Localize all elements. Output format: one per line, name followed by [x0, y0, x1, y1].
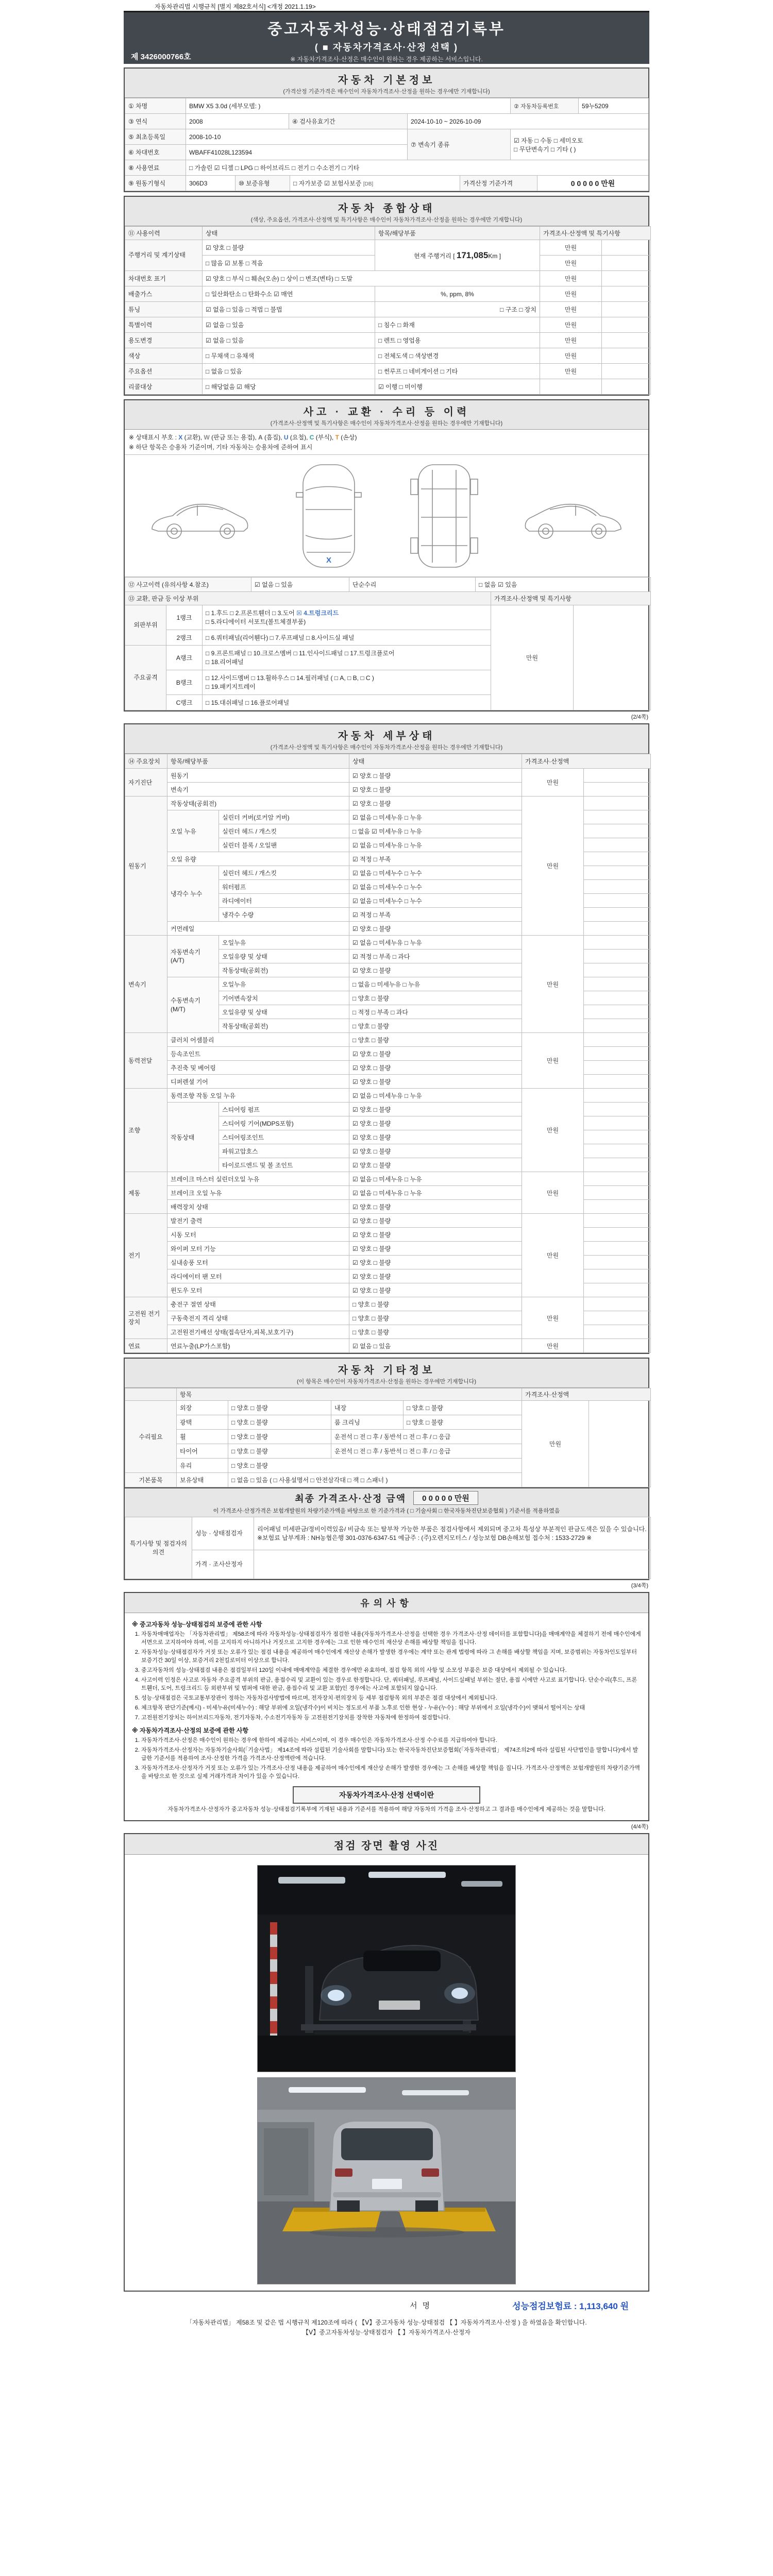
- detail-item: 실린더 헤드 / 개스킷: [219, 866, 349, 880]
- etc-title: 자동차 기타정보: [338, 1365, 435, 1376]
- page-marker-4: (4/4쪽): [631, 1824, 648, 1831]
- vin-label: ⑥ 차대번호: [125, 145, 186, 160]
- notice-item: 1. 자동차매매업자는 「자동차관리법」 제58조에 따라 자동차성능·상태점검자가 점검한 내용(자동차가격조사·산정을 선택한 경우 가격조사·산정 데이터를 포함합니다)을 매매계약을 체결하기 전에 매수인에게 서면으로 고지하여야 하며, 이를 고지하지 아니하거나 거짓으로 고지한 경우에는 그로 인한 매수인의 재산상 손해를 배상할 책임을 집니다.: [141, 1631, 641, 1647]
- overall-title: 자동차 종합상태: [338, 203, 435, 214]
- detail-state[interactable]: ☑ 없음 □ 미세누수 □ 누수: [349, 866, 522, 880]
- recall-state[interactable]: □ 해당없음 ☑ 해당: [203, 379, 375, 395]
- detail-item: 변속기: [167, 783, 349, 796]
- detail-item: 스티어링 기어(MDPS포함): [219, 1116, 349, 1130]
- appraiser-comment: [254, 1550, 651, 1579]
- rankC-label: C랭크: [166, 695, 203, 710]
- emission-values: %, ppm, 8%: [375, 286, 540, 302]
- final-price-value: 0 0 0 0 0 만원: [413, 1491, 478, 1505]
- usage-change-item[interactable]: □ 렌트 □ 영업용: [375, 333, 540, 348]
- document-note: ※ 자동차가격조사·산정은 매수인이 원하는 경우 제공하는 서비스입니다.: [290, 56, 483, 63]
- detail-state[interactable]: ☑ 없음 □ 미세누유 □ 누유: [349, 810, 522, 824]
- section-notice: [124, 1592, 649, 1821]
- car-side-right-diagram: [522, 485, 627, 547]
- document-number: 제 3426000766호: [131, 53, 191, 61]
- inspection-photo-rear: [257, 2077, 516, 2284]
- warranty-tag: [DB]: [363, 181, 374, 187]
- detail-item: 스티어링 펌프: [219, 1103, 349, 1116]
- detail-item: 고전원전기배선 상태(접속단자,피복,보호기구): [167, 1325, 349, 1339]
- simple-repair-label: 단순수리: [349, 578, 476, 592]
- outer-panel-label: 외판부위: [125, 605, 166, 646]
- detail-state[interactable]: ☑ 양호 □ 불량: [349, 1047, 522, 1061]
- engine-type-label: ⑨ 원동기형식: [125, 176, 186, 191]
- detail-state[interactable]: ☑ 적정 □ 부족: [349, 908, 522, 922]
- etc-subtitle: (이 항목은 매수인이 자동차가격조사·산정을 원하는 경우에만 기재합니다): [296, 1379, 477, 1385]
- sub-oil-leak: 오일 누유: [167, 810, 219, 852]
- detail-state[interactable]: □ 양호 □ 불량: [349, 1311, 522, 1325]
- detail-item: 동력조향 작동 오일 누유: [167, 1089, 349, 1103]
- detail-col-item: 항목/해당부품: [167, 754, 349, 769]
- detail-col-device: ⑭ 주요장치: [125, 754, 167, 769]
- appraiser-label: 가격 · 조사산정자: [192, 1550, 254, 1579]
- exterior-state[interactable]: □ 양호 □ 불량: [228, 1401, 331, 1415]
- detail-item: 오일유량 및 상태: [219, 950, 349, 963]
- detail-state[interactable]: ☑ 양호 □ 불량: [349, 922, 522, 936]
- page-marker-2: (2/4쪽): [631, 714, 648, 720]
- detail-state[interactable]: ☑ 없음 □ 미세누수 □ 누수: [349, 894, 522, 908]
- tuning-label: 튜닝: [125, 302, 203, 317]
- notice-item: 6. 체크항목 판단기준(예시) - 미세누유(미세누수) : 해당 부위에 오일(냉각수)이 비치는 정도로서 부품 노후로 인한 현상 - 누유(누수) : 해당 부위에서 오일(냉각수)이 맺혀서 떨어지는 상태: [141, 1704, 641, 1713]
- detail-state[interactable]: ☑ 양호 □ 불량: [349, 1144, 522, 1158]
- code-u: U: [283, 434, 289, 441]
- exterior-label: 외장: [177, 1401, 228, 1415]
- detail-state[interactable]: □ 양호 □ 불량: [349, 1297, 522, 1311]
- remarks-table: [125, 1517, 651, 1579]
- special-history-label: 특별이력: [125, 317, 203, 333]
- overall-state-table: ⑪ 사용이력 상태 항목/해당부품 가격조사·산정액 및 특기사항 주행거리 및 계기상태 ☑ 양호 □ 불량 현재 주행거리 [ 171,085Km ] 만원 □ 많음 ☑ 보통 □ 적음 만원 차대번호 표기 ☑ 양호 □ 부식 □ 훼손(오손) □ 상이 □ 변조(변타) □ 도말 만원 배출가스 □ 일산화탄소 □ 탄화수소 ☑ 매연 %, ppm, 8% 만원 튜닝 ☑ 없음 □ 있음 □ 적법 □ 불법 □ 구조 □ 장치 만원 특별이력 ☑ 없음 □ 있음 □ 침수 □ 화재 만원 용도변경 ☑ 없음 □ 있음 □ 렌트 □ 영업용 만원 색상 □ 무채색 □ 유채색 □ 전체도색 □ 색상변경 만원 주요옵션 □ 없음 □ 있음 □ 썬루프 □ 네비게이션 □ 기타 만원 리콜대상 □ 해당없음 ☑ 해당 ☑ 이행 □ 미이행: [125, 226, 651, 395]
- detail-state[interactable]: ☑ 양호 □ 불량: [349, 1228, 522, 1242]
- notice-item: 3. 자동차가격조사·산정자가 거짓 또는 오류가 있는 가격조사·산정 내용을 제공하여 매수인에게 재산상 손해가 발생한 경우에는 그 손해를 배상할 책임을 집니다. 가격조사·산정액은 보험개발원의 차량기준가액을 바탕으로 한 것으로 실제 거래가격과 차이가 있을 수 있습니다.: [141, 1765, 641, 1781]
- mileage-state-1[interactable]: ☑ 양호 □ 불량: [203, 240, 375, 256]
- detail-item: 라디에이터: [219, 894, 349, 908]
- vin-mark-label: 차대번호 표기: [125, 271, 203, 286]
- transmission-line1[interactable]: ☑ 자동 □ 수동 □ 세미오토: [514, 137, 583, 144]
- detail-col-state: 상태: [349, 754, 522, 769]
- detail-state[interactable]: ☑ 양호 □ 불량: [349, 1256, 522, 1269]
- detail-state[interactable]: ☑ 적정 □ 부족 □ 과다: [349, 950, 522, 963]
- rank1-marked-item: ☒ 4.트렁크리드: [296, 609, 339, 617]
- emission-label: 배출가스: [125, 286, 203, 302]
- detail-state[interactable]: ☑ 양호 □ 불량: [349, 1200, 522, 1214]
- sub-mt: 수동변속기 (M/T): [167, 977, 219, 1033]
- accident-title: 사고 · 교환 · 수리 등 이력: [303, 406, 470, 418]
- detail-state[interactable]: ☑ 없음 □ 있음: [349, 1339, 522, 1353]
- wheel-label: 휠: [177, 1430, 228, 1444]
- transmission-label: ⑦ 변속기 종류: [408, 129, 511, 160]
- price-appraisal-box-text: 자동차가격조사·산정자가 중고자동차 성능·상태점검기록부에 기재된 내용과 기준서를 적용하여 해당 자동차의 가격을 조사·산정하고 그 결과를 매수인에게 제공하는 것을 말합니다.: [167, 1806, 606, 1813]
- detail-item: 라디에이터 팬 모터: [167, 1269, 349, 1283]
- overall-col-price: 가격조사·산정액 및 특기사항: [540, 227, 651, 240]
- mileage-item: 현재 주행거리 [ 171,085Km ]: [375, 240, 540, 271]
- notice-body: [125, 1613, 648, 1820]
- detail-state[interactable]: ☑ 양호 □ 불량: [349, 963, 522, 977]
- warranty-label: ⑩ 보증유형: [236, 176, 290, 191]
- glass-state[interactable]: □ 양호 □ 불량: [228, 1459, 522, 1473]
- document-title: 중고자동차성능·상태점검기록부: [267, 21, 506, 38]
- detail-state[interactable]: ☑ 양호 □ 불량: [349, 796, 522, 810]
- detail-item: 추진축 및 베어링: [167, 1061, 349, 1075]
- exchange-price-col: 가격조사·산정액 및 특기사항: [491, 592, 651, 605]
- tuning-item[interactable]: □ 구조 □ 장치: [375, 302, 540, 317]
- group-fuel: 연료: [125, 1339, 167, 1353]
- car-underbody-diagram: [406, 461, 483, 571]
- detail-state[interactable]: ☑ 양호 □ 불량: [349, 1130, 522, 1144]
- interior-label: 내장: [331, 1401, 404, 1415]
- detail-state[interactable]: □ 없음 □ 미세누유 □ 누유: [349, 977, 522, 991]
- group-steering: 조향: [125, 1089, 167, 1172]
- inspection-label: ④ 검사유효기간: [289, 114, 408, 129]
- section-photos: [124, 1833, 649, 2292]
- detail-subtitle: (가격조사·산정액 및 특기사항은 매수인이 자동차가격조사·산정을 원하는 경우에만 기재합니다): [270, 744, 503, 751]
- detail-state[interactable]: ☑ 양호 □ 불량: [349, 783, 522, 796]
- hold-label: 보유상태: [177, 1473, 228, 1487]
- group-brake: 제동: [125, 1172, 167, 1214]
- detail-state[interactable]: □ 양호 □ 불량: [349, 1325, 522, 1339]
- warranty-options[interactable]: □ 자가보증 ☑ 보험사보증 [DB]: [290, 176, 460, 191]
- detail-item: 작동상태(공회전): [219, 963, 349, 977]
- photos-title: 점검 장면 촬영 사진: [333, 1840, 440, 1852]
- sub-coolant-leak: 냉각수 누수: [167, 866, 219, 922]
- sub-operation: 작동상태: [167, 1103, 219, 1172]
- wheel-state[interactable]: □ 양호 □ 불량: [228, 1430, 331, 1444]
- form-reference: 자동차관리법 시행규칙 [별지 제82호서식] <개정 2021.1.19>: [155, 3, 316, 10]
- detail-state[interactable]: ☑ 없음 □ 미세누유 □ 누유: [349, 1186, 522, 1200]
- rankB-items[interactable]: □ 12.사이드멤버 □ 13.휠하우스 □ 14.필러패널 ( □ A, □ B, □ C ) □ 19.패키지트레이: [203, 670, 491, 695]
- detail-item: 충전구 절연 상태: [167, 1297, 349, 1311]
- notice-item: 4. 사고이력 인정은 사고로 자동차 주요골격 부위의 판금, 용접수리 및 교환이 있는 경우로 한정합니다. 단, 쿼터패널, 루프패널, 사이드실패널 부위는 절단, 용접 시에만 사고로 표기합니다. 단순수리(후드, 프론트휀더, 도어, 트렁크리드 등 외판부위 및 범퍼에 대한 판금, 용접수리 및 교환 포함)인 경우에는 사고에 포함되지 않습니다.: [141, 1676, 641, 1693]
- base-price-label: 가격산정 기준가격: [460, 176, 537, 191]
- page-marker-3: (3/4쪽): [631, 1583, 648, 1589]
- fuel-label: ⑧ 사용연료: [125, 160, 186, 176]
- inspector-label: 성능 · 상태점검자: [192, 1517, 254, 1550]
- rankC-items[interactable]: □ 15.대쉬패널 □ 16.플로어패널: [203, 695, 491, 710]
- detail-item: 실린더 커버(로커암 커버): [219, 810, 349, 824]
- basic-title: 자동차 기본정보: [338, 75, 435, 86]
- polish-label: 광택: [177, 1415, 228, 1430]
- detail-state[interactable]: ☑ 없음 □ 미세누유 □ 누유: [349, 936, 522, 950]
- detail-item: 발전기 출력: [167, 1214, 349, 1228]
- detail-state[interactable]: □ 양호 □ 불량: [349, 1033, 522, 1047]
- mileage-label: 주행거리 및 계기상태: [125, 240, 203, 271]
- notice-s2-heading: ※ 자동차가격조사·산정의 보증에 관한 사항: [132, 1726, 249, 1734]
- accident-history-label: ⑫ 사고이력 (유의사항 4.참조): [125, 578, 251, 592]
- special-history-state[interactable]: ☑ 없음 □ 있음: [203, 317, 375, 333]
- first-reg-label: ⑤ 최초등록일: [125, 129, 186, 145]
- document-subtitle: ( ■ 자동차가격조사·산정 선택 ): [314, 42, 459, 53]
- overall-col-use: ⑪ 사용이력: [125, 227, 203, 240]
- code-w: W: [204, 434, 210, 441]
- tire-label: 타이어: [177, 1444, 228, 1459]
- accident-subtitle: (가격조사·산정액 및 특기사항은 매수인이 자동차가격조사·산정을 원하는 경우에만 기재합니다): [270, 420, 503, 427]
- footer-line-2: 【Ⅴ】중고자동차성능·상태점검자 【 】자동차가격조사·산정자: [303, 2329, 470, 2336]
- transmission-options[interactable]: [511, 129, 649, 160]
- notice-item: 2. 자동차가격조사·산정자는 자동차기술사회(「기술사법」 제14조에 따라 설립된 기술사회를 말합니다) 또는 한국자동차진단보증협회(「자동차관리법」 제74조의2에 따라 설립된 사단법인을 말합니다)에서 발급한 기준서를 적용하여 조사·산정한 가격을 가격조사·산정액란에 적습니다.: [141, 1747, 641, 1763]
- usage-change-state[interactable]: ☑ 없음 □ 있음: [203, 333, 375, 348]
- detail-state[interactable]: ☑ 없음 □ 미세누수 □ 누수: [349, 880, 522, 894]
- section-basic-info: [124, 67, 649, 192]
- tire-state[interactable]: □ 양호 □ 불량: [228, 1444, 331, 1459]
- detail-state[interactable]: ☑ 양호 □ 불량: [349, 1214, 522, 1228]
- detail-item: 와이퍼 모터 기능: [167, 1242, 349, 1256]
- overall-col-state: 상태: [203, 227, 375, 240]
- detail-col-price: 가격조사·산정액: [522, 754, 651, 769]
- notice-s2-list: [141, 1737, 641, 1781]
- main-option-label: 주요옵션: [125, 364, 203, 379]
- simple-repair-state[interactable]: □ 없음 ☑ 있음: [476, 578, 651, 592]
- notice-s1-heading: ※ 중고자동차 성능·상태점검의 보증에 관한 사항: [132, 1621, 262, 1628]
- final-price-label: 최종 가격조사·산정 금액: [295, 1493, 407, 1504]
- detail-state[interactable]: ☑ 양호 □ 불량: [349, 1269, 522, 1283]
- detail-item: 원동기: [167, 769, 349, 783]
- code-t: T: [335, 434, 339, 441]
- vin-value: WBAFF41028L123594: [186, 145, 408, 160]
- basic-info-table-row6: [125, 175, 649, 191]
- color-state[interactable]: □ 무채색 □ 유채색: [203, 348, 375, 364]
- detail-state[interactable]: ☑ 양호 □ 불량: [349, 1283, 522, 1297]
- detail-item: 브레이크 마스터 실린더오일 누유: [167, 1172, 349, 1186]
- sub-at: 자동변속기 (A/T): [167, 936, 219, 977]
- color-item[interactable]: □ 전체도색 □ 색상변경: [375, 348, 540, 364]
- detail-state[interactable]: ☑ 양호 □ 불량: [349, 1103, 522, 1116]
- car-side-left-diagram: [146, 485, 251, 547]
- special-history-item[interactable]: □ 침수 □ 화재: [375, 317, 540, 333]
- document-page: [124, 0, 649, 2337]
- overall-col-item: 항목/해당부품: [375, 227, 540, 240]
- detail-item: 시동 모터: [167, 1228, 349, 1242]
- detail-item: 오일 유량: [167, 852, 349, 866]
- usage-change-label: 용도변경: [125, 333, 203, 348]
- detail-item: 클러치 어셈블리: [167, 1033, 349, 1047]
- year-label: ③ 연식: [125, 114, 186, 129]
- notice-item: 2. 자동차성능·상태점검자가 거짓 또는 오류가 있는 점검 내용을 제공하여 매수인에게 재산상 손해가 발생한 경우에는 계약 또는 관계 법령에 따라 그 손해를 배상할 책임을 지며, 보증범위는 자동차인도일부터 보증기간 30일 이상, 보증거리 2천킬로미터 이상으로 합니다.: [141, 1649, 641, 1665]
- detail-state[interactable]: ☑ 양호 □ 불량: [349, 1158, 522, 1172]
- mileage-state-2[interactable]: □ 많음 ☑ 보통 □ 적음: [203, 256, 375, 271]
- detail-item: 작동상태(공회전): [219, 1019, 349, 1033]
- rank2-label: 2랭크: [166, 630, 203, 646]
- detail-state[interactable]: ☑ 양호 □ 불량: [349, 1075, 522, 1089]
- notice-title: 유의사항: [125, 1593, 648, 1613]
- detail-item: 오일누유: [219, 936, 349, 950]
- glass-label: 유리: [177, 1459, 228, 1473]
- footer-line-1: 「자동차관리법」 제58조 및 같은 법 시행규칙 제120조에 따라 ( 【Ⅴ】중고자동차 성능·상태점검 【 】자동차가격조사·산정 ) 을 하였음을 확인합니다.: [186, 2319, 587, 2327]
- reg-no-label: ② 자동차등록번호: [511, 98, 579, 114]
- car-name-value: BMW X5 3.0d (세부모델: ): [186, 98, 511, 114]
- group-transmission: 변속기: [125, 936, 167, 1033]
- exchange-rank-table: ⑬ 교환, 판금 등 이상 부위 가격조사·산정액 및 특기사항 외판부위 1랭크 □ 1.후드 □ 2.프론트휀더 □ 3.도어 ☒ 4.트렁크리드 □ 5.라디에이터 서포트(볼트체결부품) 만원 2랭크 □ 6.쿼터패널(리어휀다) □ 7.루프패널 □ 8.사이드실 패널 주요골격 A랭크 □ 9.프론트패널 □ 10.크로스멤버 □ 11.인사이드패널 □ 17.트렁크플로어 □ 18.리어패널 B랭크 □ 12.사이드멤버 □ 13.휠하우스 □ 14.필러패널 ( □ A, □ B, □ C ) □ 19.패키지트레이 C랭크 □ 15.대쉬패널 □ 16.플로어패널: [125, 591, 651, 710]
- etc-col-price: 가격조사·산정액: [522, 1388, 651, 1401]
- wheel-detail[interactable]: 운전석 □ 전 □ 후 / 동반석 □ 전 □ 후 / □ 응급: [331, 1430, 522, 1444]
- car-top-diagram: [290, 461, 367, 571]
- detail-item: 워터펌프: [219, 880, 349, 894]
- basic-subtitle: (가격산정 기준가격은 매수인이 자동차가격조사·산정을 원하는 경우에만 기재합니다): [283, 89, 490, 95]
- detail-item: 등속조인트: [167, 1047, 349, 1061]
- detail-item: 구동축전지 격리 상태: [167, 1311, 349, 1325]
- performance-insurance-fee: 성능점검보험료 : 1,113,640 원: [512, 2301, 629, 2312]
- inspection-photo-front: [257, 1865, 516, 2072]
- overall-subtitle: (색상, 주요옵션, 가격조사·산정액 및 특기사항은 매수인이 자동차가격조사·산정을 원하는 경우에만 기재합니다): [250, 217, 523, 223]
- detail-state[interactable]: ☑ 적정 □ 부족: [349, 852, 522, 866]
- section-overall-state: [124, 196, 649, 396]
- detail-state[interactable]: □ 없음 ☑ 미세누유 □ 누유: [349, 824, 522, 838]
- hold-state[interactable]: □ 없음 □ 있음 ( □ 사용설명서 □ 안전삼각대 □ 잭 □ 스패너 ): [228, 1473, 522, 1487]
- year-value: 2008: [186, 114, 289, 129]
- color-label: 색상: [125, 348, 203, 364]
- detail-item: 실린더 헤드 / 개스킷: [219, 824, 349, 838]
- rank2-items[interactable]: □ 6.쿼터패널(리어휀다) □ 7.루프패널 □ 8.사이드실 패널: [203, 630, 491, 646]
- rank1-label: 1랭크: [166, 605, 203, 630]
- notice-item: 1. 자동차가격조사·산정은 매수인이 원하는 경우에 한하여 제공하는 서비스이며, 이 경우 매수인은 자동차가격조사·산정 수수료를 지급하여야 합니다.: [141, 1737, 641, 1745]
- etc-info-table: 항목 가격조사·산정액 수리필요 외장 □ 양호 □ 불량 내장 □ 양호 □ 불량 만원 광택 □ 양호 □ 불량 룸 크리닝 □ 양호 □ 불량 휠 □ 양호 □ 불량 운전석 □ 전 □ 후 / 동반석 □ 전 □ 후 / □ 응급 타이어 □ 양호 □ 불량 운전석 □ 전 □ 후 / 동반석 □ 전 □ 후 / □ 응급 유리 □ 양호 □ 불량 기본품목 보유상태 □ 없음 □ 있음 ( □ 사용설명서 □ 안전삼각대 □ 잭 □ 스패너 ): [125, 1388, 651, 1487]
- main-option-state[interactable]: □ 없음 □ 있음: [203, 364, 375, 379]
- vin-mark-state[interactable]: ☑ 양호 □ 부식 □ 훼손(오손) □ 상이 □ 변조(변타) □ 도말: [203, 271, 540, 286]
- car-name-label: ① 차명: [125, 98, 186, 114]
- detail-state[interactable]: ☑ 양호 □ 불량: [349, 769, 522, 783]
- inspection-value: 2024-10-10 ~ 2026-10-09: [408, 114, 649, 129]
- detail-state[interactable]: ☑ 없음 □ 미세누유 □ 누유: [349, 838, 522, 852]
- fuel-options[interactable]: □ 가솔린 ☑ 디젤 □ LPG □ 하이브리드 □ 전기 □ 수소전기 □ 기타: [186, 160, 649, 176]
- detail-item: 작동상태(공회전): [167, 796, 349, 810]
- detail-state[interactable]: □ 양호 □ 불량: [349, 1019, 522, 1033]
- detail-item: 오일누유: [219, 977, 349, 991]
- footer-statement: [124, 2318, 649, 2337]
- exchange-label: ⑬ 교환, 판금 등 이상 부위: [125, 592, 491, 605]
- signature-label: 서명: [410, 2301, 435, 2311]
- detail-state[interactable]: ☑ 양호 □ 불량: [349, 1061, 522, 1075]
- detail-item: 실내송풍 모터: [167, 1256, 349, 1269]
- base-price-value: 0 0 0 0 0 만원: [537, 176, 649, 191]
- polish-state[interactable]: □ 양호 □ 불량: [228, 1415, 331, 1430]
- car-damage-diagrams: [125, 455, 648, 577]
- trunk-x-mark: X: [326, 555, 331, 565]
- detail-state[interactable]: □ 양호 □ 불량: [349, 991, 522, 1005]
- detail-item: 실린더 블록 / 오일팬: [219, 838, 349, 852]
- document-header: [124, 11, 649, 64]
- detail-item: 기어변속장치: [219, 991, 349, 1005]
- recall-label: 리콜대상: [125, 379, 203, 395]
- tire-detail[interactable]: 운전석 □ 전 □ 후 / 동반석 □ 전 □ 후 / □ 응급: [331, 1444, 522, 1459]
- main-option-item[interactable]: □ 썬루프 □ 네비게이션 □ 기타: [375, 364, 540, 379]
- section-detail-state: [124, 723, 649, 1354]
- detail-item: 타이로드엔드 및 볼 조인트: [219, 1158, 349, 1172]
- detail-item: 스티어링조인트: [219, 1130, 349, 1144]
- legend-note: ※ 하단 항목은 승용차 기준이며, 기타 자동차는 승용차에 준하여 표시: [129, 444, 313, 451]
- transmission-line2[interactable]: □ 무단변속기 □ 기타 ( ): [514, 145, 576, 153]
- section-etc-info: [124, 1358, 649, 1580]
- detail-item: 오일유량 및 상태: [219, 1005, 349, 1019]
- detail-item: 냉각수 수량: [219, 908, 349, 922]
- final-price-note: 이 가격조사·산정가격은 보험개발원의 차량기준가액을 바탕으로 한 기준가격과 ( □ 기술사회 □ 한국자동차진단보증협회 ) 기준서를 적용하였음: [213, 1508, 560, 1514]
- emission-state[interactable]: □ 일산화탄소 □ 탄화수소 ☑ 매연: [203, 286, 375, 302]
- state-code-legend: ※ 상태표시 부호 : X (교환), W (판금 또는 용접), A (흠집), U (요철), C (부식), T (손상) ※ 하단 항목은 승용차 기준이며, 기타 자동차는 승용차에 준하여 표시: [125, 430, 648, 455]
- signature-row: [124, 2292, 649, 2314]
- basic-items-label: 기본품목: [125, 1473, 177, 1487]
- accident-history-row: [125, 577, 651, 592]
- tuning-state[interactable]: ☑ 없음 □ 있음 □ 적법 □ 불법: [203, 302, 375, 317]
- main-frame-label: 주요골격: [125, 646, 166, 710]
- rankA-label: A랭크: [166, 646, 203, 670]
- detail-state[interactable]: □ 적정 □ 부족 □ 과다: [349, 1005, 522, 1019]
- detail-item: 브레이크 오일 누유: [167, 1186, 349, 1200]
- code-a: A: [258, 434, 263, 441]
- interior-state[interactable]: □ 양호 □ 불량: [404, 1401, 522, 1415]
- group-powertrain: 동력전달: [125, 1033, 167, 1089]
- room-cleaning-state[interactable]: □ 양호 □ 불량: [404, 1415, 522, 1430]
- room-cleaning-label: 룸 크리닝: [331, 1415, 404, 1430]
- detail-state[interactable]: ☑ 양호 □ 불량: [349, 1116, 522, 1130]
- etc-col-item: 항목: [177, 1388, 522, 1401]
- rankB-label: B랭크: [166, 670, 203, 695]
- remarks-label: 특기사항 및 점검자의 의견: [125, 1517, 192, 1579]
- notice-s1-list: [141, 1631, 641, 1722]
- repair-needed-label: 수리필요: [125, 1401, 177, 1473]
- detail-state[interactable]: ☑ 없음 □ 미세누유 □ 누유: [349, 1172, 522, 1186]
- basic-info-table: [125, 98, 649, 176]
- detail-item: 커먼레일: [167, 922, 349, 936]
- group-engine: 원동기: [125, 796, 167, 936]
- notice-item: 7. 고전원전기장치는 하이브리드자동차, 전기자동차, 수소전기자동차 등 고전원전기장치를 장착한 자동차에 한정하여 점검합니다.: [141, 1714, 641, 1722]
- rank1-items[interactable]: □ 1.후드 □ 2.프론트휀더 □ 3.도어 ☒ 4.트렁크리드 □ 5.라디에이터 서포트(볼트체결부품): [203, 605, 491, 630]
- detail-title: 자동차 세부상태: [338, 731, 435, 742]
- engine-type-value: 306D3: [186, 176, 236, 191]
- reg-no-value: 59누5209: [579, 98, 649, 114]
- detail-item: 파워고압호스: [219, 1144, 349, 1158]
- code-c: C: [309, 434, 314, 441]
- group-high-voltage: 고전원 전기장치: [125, 1297, 167, 1339]
- rankA-items[interactable]: □ 9.프론트패널 □ 10.크로스멤버 □ 11.인사이드패널 □ 17.트렁크플로어 □ 18.리어패널: [203, 646, 491, 670]
- final-price-band: [125, 1487, 648, 1517]
- accident-history-state[interactable]: ☑ 없음 □ 있음: [251, 578, 349, 592]
- first-reg-value: 2008-10-10: [186, 129, 408, 145]
- detail-item: 윈도우 모터: [167, 1283, 349, 1297]
- group-self-diagnosis: 자기진단: [125, 769, 167, 796]
- detail-state[interactable]: ☑ 양호 □ 불량: [349, 1242, 522, 1256]
- detail-item: 배력장치 상태: [167, 1200, 349, 1214]
- section-accident-history: [124, 399, 649, 711]
- inspector-comment: 리어패널 미세판금/정비이력있음/ 비금속 또는 탈부착 가능한 부품은 점검사항에서 제외되며 중고차 특성상 부분적인 판금도색은 있을 수 있습니다. ※보험료 납부계좌 : NH농협은행 301-0376-6347-51 예금주 : (주)오렌지모터스 / 성능보험 DB손해보험 접수처 : 1533-2729 ※: [254, 1517, 651, 1550]
- detail-state[interactable]: ☑ 없음 □ 미세누유 □ 누유: [349, 1089, 522, 1103]
- detail-state-table: ⑭ 주요장치 항목/해당부품 상태 가격조사·산정액 자기진단 원동기 ☑ 양호 □ 불량 만원 변속기 ☑ 양호 □ 불량 원동기 작동상태(공회전) ☑ 양호 □ 불량 만원 오일 누유 실린더 커버(로커암 커버) ☑ 없음 □ 미세누유 □ 누유 실린더 헤드 / 개스킷 □ 없음 ☑ 미세누유 □ 누유 실린더 블록 / 오일팬 ☑ 없음 □ 미세누유 □ 누유 오일 유량 ☑ 적정 □ 부족 냉각수 누수 실린더 헤드 / 개스킷 ☑ 없음 □ 미세누수 □ 누수 워터펌프 ☑ 없음 □ 미세누수 □ 누수 라디에이터 ☑ 없음 □ 미세누수 □ 누수 냉각수 수량 ☑ 적정 □ 부족 커먼레일 ☑ 양호 □ 불량 변속기 자동변속기 (A/T) 오일누유 ☑ 없음 □ 미세누유 □ 누유 만원 오일유량 및 상태 ☑ 적정 □ 부족 □ 과다 작동상태(공회전) ☑ 양호 □ 불량 수동변속기 (M/T) 오일누유 □ 없음 □ 미세누유 □ 누유 기어변속장치 □ 양호 □ 불량 오일유량 및 상태 □ 적정 □ 부족 □ 과다 작동상태(공회전) □ 양호 □ 불량 동력전달 클러치 어셈블리 □ 양호 □ 불량 만원 등속조인트 ☑ 양호 □ 불량 추진축 및 베어링 ☑ 양호 □ 불량 디퍼렌셜 기어 ☑ 양호 □ 불량 조향 동력조향 작동 오일 누유 ☑ 없음 □ 미세누유 □ 누유 만원 작동상태 스티어링 펌프 ☑ 양호 □ 불량 스티어링 기어(MDPS포함) ☑ 양호 □ 불량 스티어링조인트 ☑ 양호 □ 불량 파워고압호스 ☑ 양호 □ 불량 타이로드엔드 및 볼 조인트 ☑ 양호 □ 불량 제동 브레이크 마스터 실린더오일 누유 ☑ 없음 □ 미세누유 □ 누유 만원 브레이크 오일 누유 ☑ 없음 □ 미세누유 □ 누유 배력장치 상태 ☑ 양호 □ 불량 전기 발전기 출력 ☑ 양호 □ 불량 만원 시동 모터 ☑ 양호 □ 불량 와이퍼 모터 기능 ☑ 양호 □ 불량 실내송풍 모터 ☑ 양호 □ 불량 라디에이터 팬 모터 ☑ 양호 □ 불량 윈도우 모터 ☑ 양호 □ 불량 고전원 전기장치 충전구 절연 상태 □ 양호 □ 불량 만원 구동축전지 격리 상태 □ 양호 □ 불량 고전원전기배선 상태(접속단자,피복,보호기구) □ 양호 □ 불량 연료 연료누출(LP가스포함) ☑ 없음 □ 있음 만원: [125, 754, 651, 1353]
- notice-item: 3. 중고자동차의 성능·상태점검 내용은 점검일부터 120일 이내에 매매계약을 체결한 경우에만 유효하며, 점검 항목 외의 사항 및 소모성 부품은 보증 대상에서 제외될 수 있습니다.: [141, 1667, 641, 1675]
- mileage-value: 171,085: [456, 250, 489, 260]
- detail-item: 디퍼렌셜 기어: [167, 1075, 349, 1089]
- price-appraisal-box-title: 자동차가격조사·산정 선택이란: [293, 1786, 480, 1804]
- detail-item: 연료누출(LP가스포함): [167, 1339, 349, 1353]
- code-x: X: [178, 434, 183, 441]
- recall-item[interactable]: ☑ 이행 □ 미이행: [375, 379, 540, 395]
- notice-item: 5. 성능·상태점검은 국토교통부장관이 정하는 자동차검사방법에 따르며, 전자장치·편의장치 등 세부 점검항목 외의 부분은 점검 대상에서 제외됩니다.: [141, 1694, 641, 1703]
- group-electric: 전기: [125, 1214, 167, 1297]
